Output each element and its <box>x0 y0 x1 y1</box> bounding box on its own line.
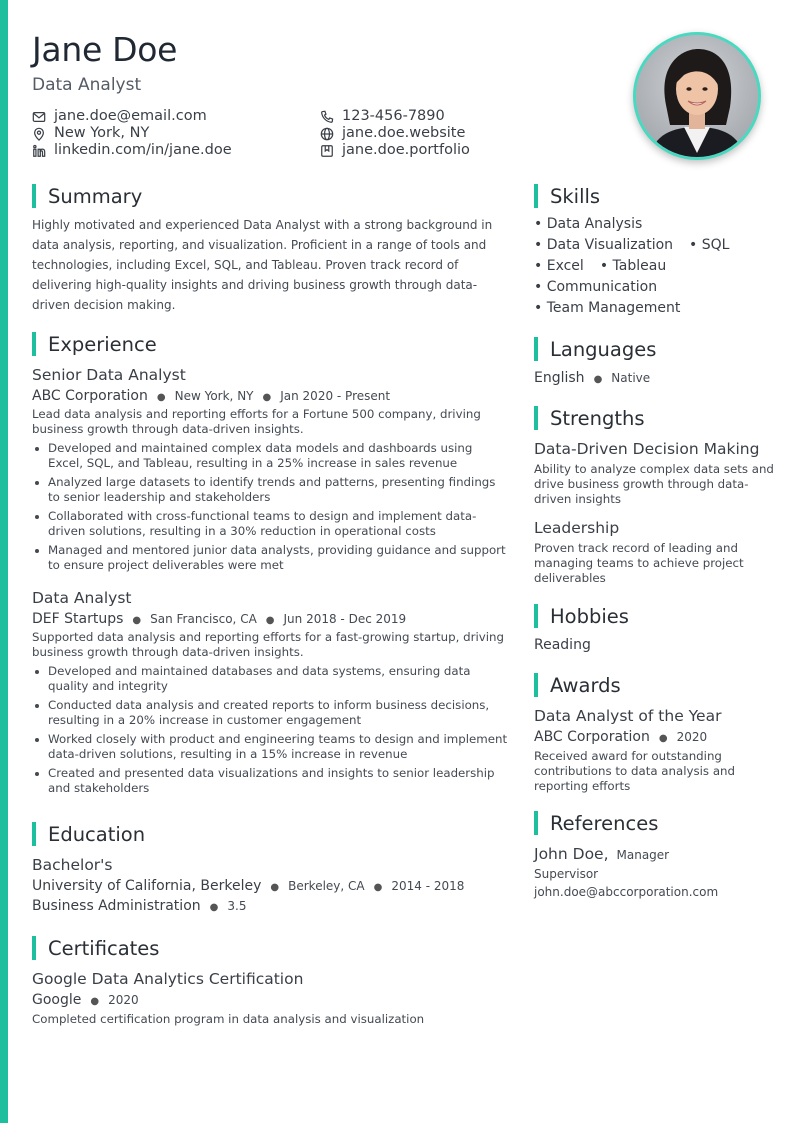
candidate-name: Jane Doe <box>32 30 178 69</box>
award-org: ABC Corporation <box>534 729 650 745</box>
references-section <box>534 811 774 899</box>
list-item: Created and presented data visualizations and insights to senior leadership and stakeholders <box>32 766 508 796</box>
list-item: Managed and mentored junior data analysts, providing guidance and support to ensure project deliverables were met <box>32 543 508 573</box>
skill-item: • SQL <box>689 237 730 253</box>
award-name: Data Analyst of the Year <box>534 707 722 725</box>
certificate-meta: Google ● 2020 <box>32 992 139 1008</box>
job-entry <box>32 589 508 796</box>
job-location: San Francisco, CA <box>150 612 257 626</box>
job-description: Lead data analysis and reporting efforts for a Fortune 500 company, driving business growth through data-driven insights. <box>32 407 481 436</box>
certificates-section <box>32 936 508 1027</box>
job-meta: ABC Corporation ● New York, NY ● Jan 2020 - Present <box>32 388 391 404</box>
certificate-description: Completed certification program in data analysis and visualization <box>32 1012 425 1026</box>
education-meta: University of California, Berkeley ● Berkeley, CA ● 2014 - 2018 <box>32 878 465 894</box>
awards-section <box>534 673 774 794</box>
reference-email[interactable]: john.doe@abccorporation.com <box>534 885 719 899</box>
globe-icon <box>320 127 334 141</box>
candidate-title: Data Analyst <box>32 75 142 95</box>
section-title: Languages <box>534 337 774 361</box>
job-dates: Jun 2018 - Dec 2019 <box>283 612 407 626</box>
mail-icon <box>32 110 46 124</box>
skill-item: • Data Analysis <box>534 216 643 232</box>
job-role: Senior Data Analyst <box>32 366 186 384</box>
reference-header <box>534 845 774 863</box>
contact-email[interactable]: jane.doe@email.com <box>32 108 232 125</box>
job-meta: DEF Startups ● San Francisco, CA ● Jun 2018 - Dec 2019 <box>32 611 407 627</box>
award-year: 2020 <box>676 730 708 744</box>
accent-bar <box>0 0 8 1123</box>
education-section <box>32 822 508 914</box>
job-role: Data Analyst <box>32 589 132 607</box>
section-title: Strengths <box>534 406 774 430</box>
reference-position: Supervisor <box>534 867 599 881</box>
education-gpa: 3.5 <box>227 899 247 913</box>
strength-description: Ability to analyze complex data sets and drive business growth through data-driven insights <box>534 462 774 506</box>
certificate-issuer: Google <box>32 992 82 1008</box>
contact-left <box>32 108 232 159</box>
reference-name: John Doe, <box>534 845 609 863</box>
skill-item: • Excel <box>534 258 584 274</box>
list-item: Worked closely with product and engineering teams to design and implement data-driven solutions, resulting in a 15% increase in revenue <box>32 732 508 762</box>
skill-item: • Data Visualization <box>534 237 674 253</box>
skill-item: • Tableau <box>599 258 667 274</box>
job-entry <box>32 366 508 573</box>
job-location: New York, NY <box>174 389 254 403</box>
skills-section <box>534 184 774 319</box>
section-title: Experience <box>32 332 508 356</box>
skill-item: • Team Management <box>534 300 681 316</box>
education-degree: Bachelor's <box>32 856 113 874</box>
award-meta: ABC Corporation ● 2020 <box>534 729 708 745</box>
strength-name: Leadership <box>534 519 620 537</box>
job-dates: Jan 2020 - Present <box>280 389 391 403</box>
section-title: Awards <box>534 673 774 697</box>
profile-photo <box>633 32 761 160</box>
phone-icon <box>320 110 334 124</box>
strengths-section <box>534 406 774 586</box>
education-field-row: Business Administration ● 3.5 <box>32 898 247 914</box>
experience-section <box>32 332 508 800</box>
language-name: English <box>534 370 585 386</box>
list-item: Developed and maintained complex data models and dashboards using Excel, SQL, and Tableau, resulting in a 25% increase in sales revenue <box>32 441 508 471</box>
list-item: Analyzed large datasets to identify trends and patterns, presenting findings to senior leadership and stakeholders <box>32 475 508 505</box>
contact-website[interactable]: jane.doe.website <box>320 125 470 142</box>
job-description: Supported data analysis and reporting efforts for a fast-growing startup, driving business growth through data-driven insights. <box>32 630 504 659</box>
list-item: Conducted data analysis and created reports to inform business decisions, resulting in a 20% increase in customer engagement <box>32 698 508 728</box>
contact-linkedin[interactable]: linkedin.com/in/jane.doe <box>32 142 232 159</box>
list-item: Collaborated with cross-functional teams to design and implement data-driven solutions, resulting in a 30% reduction in operational costs <box>32 509 508 539</box>
section-title: Summary <box>32 184 508 208</box>
section-title: Education <box>32 822 508 846</box>
bookmark-icon <box>320 144 334 158</box>
job-bullets <box>32 441 508 573</box>
strength-description: Proven track record of leading and managing teams to achieve project deliverables <box>534 541 744 585</box>
skill-item: • Communication <box>534 279 658 295</box>
contact-phone[interactable]: 123-456-7890 <box>320 108 470 125</box>
skills-list <box>534 214 774 319</box>
linkedin-icon <box>32 144 46 158</box>
languages-section <box>534 337 774 386</box>
hobby-item: Reading <box>534 637 591 653</box>
language-item: English ● Native <box>534 370 651 386</box>
location-pin-icon <box>32 127 46 141</box>
contact-portfolio[interactable]: jane.doe.portfolio <box>320 142 470 159</box>
education-location: Berkeley, CA <box>288 879 365 893</box>
section-title: Skills <box>534 184 774 208</box>
section-title: Hobbies <box>534 604 774 628</box>
education-field: Business Administration <box>32 898 201 914</box>
job-bullets <box>32 664 508 796</box>
award-description: Received award for outstanding contributions to data analysis and reporting efforts <box>534 749 736 793</box>
section-title: References <box>534 811 774 835</box>
certificate-name: Google Data Analytics Certification <box>32 970 304 988</box>
list-item: Developed and maintained databases and data systems, ensuring data quality and integrity <box>32 664 508 694</box>
education-school: University of California, Berkeley <box>32 878 262 894</box>
section-title: Certificates <box>32 936 508 960</box>
job-company: ABC Corporation <box>32 388 148 404</box>
contact-right <box>320 108 470 159</box>
hobbies-section <box>534 604 774 653</box>
strength-name: Data-Driven Decision Making <box>534 440 760 458</box>
contact-location: New York, NY <box>32 125 232 142</box>
reference-role: Manager <box>616 848 670 862</box>
summary-text: Highly motivated and experienced Data Analyst with a strong background in data analysis, reporting, and visualization. Proficient in a range of tools and technologies, including Excel, SQL, and Tableau. Proven track record of delivering high-quality insights and driving business growth through data-driven decision making. <box>32 218 493 312</box>
language-level: Native <box>611 371 651 385</box>
summary-section <box>32 184 508 315</box>
education-dates: 2014 - 2018 <box>391 879 465 893</box>
certificate-year: 2020 <box>108 993 139 1007</box>
job-company: DEF Startups <box>32 611 124 627</box>
